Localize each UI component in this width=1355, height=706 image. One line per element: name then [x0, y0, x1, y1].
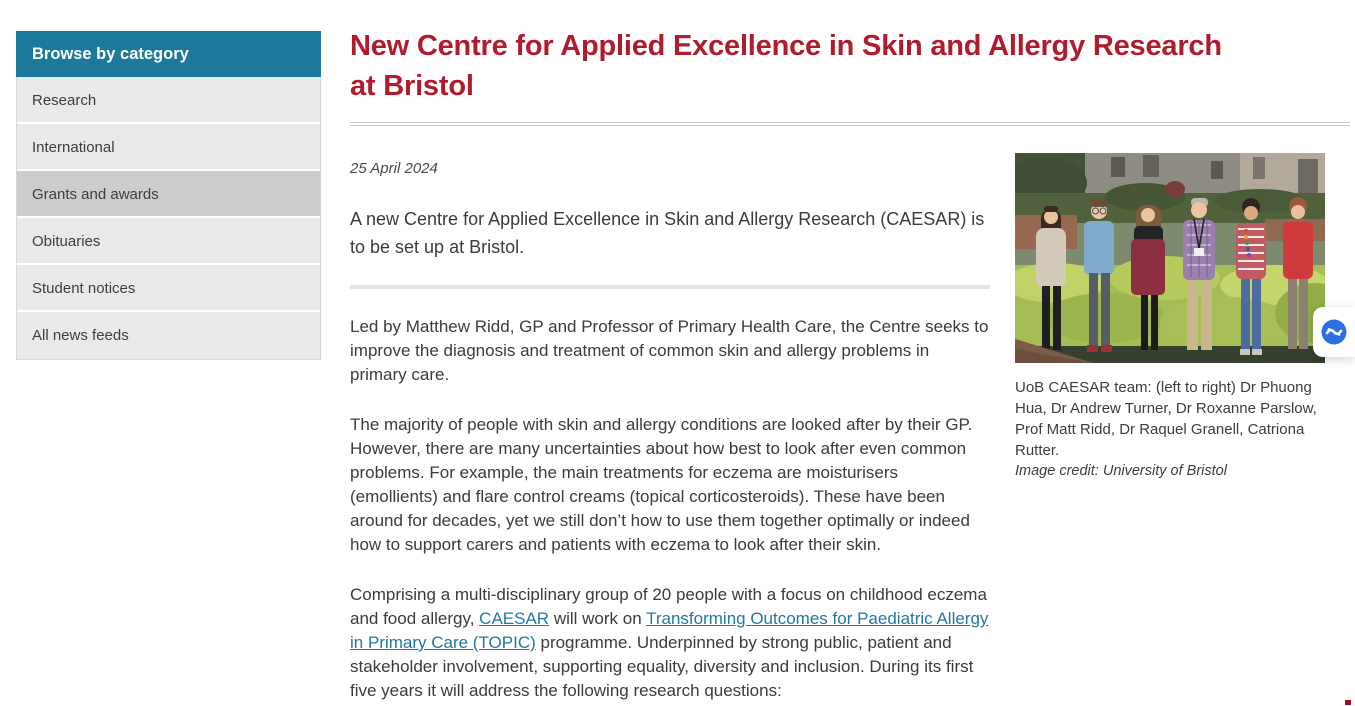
sidebar-item-international[interactable]: International: [17, 124, 320, 171]
paragraph-3-text: Comprising a multi-disciplinary group of 20 people with a focus on childhood eczema and food allergy,: [350, 585, 987, 628]
topic-programme-link[interactable]: Transforming Outcomes for Paediatric Allergy in Primary Care (TOPIC): [350, 609, 989, 652]
sidebar-item-student-notices[interactable]: Student notices: [17, 265, 320, 312]
sidebar-item-all-news-feeds[interactable]: All news feeds: [17, 312, 320, 359]
title-divider: [350, 122, 1350, 126]
paragraph-3: [350, 583, 990, 703]
article-date: 25 April 2024: [350, 160, 438, 177]
article-body: [350, 315, 990, 703]
lead-divider: [350, 285, 990, 289]
translate-extension-icon: [1320, 318, 1348, 346]
paragraph-3-text: will work on: [549, 609, 647, 628]
category-sidebar: [16, 31, 321, 360]
photo-caption: UoB CAESAR team: (left to right) Dr Phuong Hua, Dr Andrew Turner, Dr Roxanne Parslow, Prof Matt Ridd, Dr Raquel Granell, Catriona Rutter.: [1015, 379, 1317, 459]
sidebar-header: Browse by category: [16, 31, 321, 77]
photo-credit: Image credit: University of Bristol: [1015, 463, 1227, 479]
team-photo: [1015, 153, 1325, 363]
page-title: New Centre for Applied Excellence in Skin and Allergy Research at Bristol: [350, 30, 1222, 102]
paragraph-1: Led by Matthew Ridd, GP and Professor of Primary Health Care, the Centre seeks to improve the diagnosis and treatment of common skin and allergy problems in primary care.: [350, 317, 989, 384]
corner-red-mark: [1345, 700, 1351, 705]
sidebar-list: [16, 77, 321, 360]
translate-extension-button[interactable]: [1313, 307, 1355, 357]
article-figure: [1015, 153, 1325, 481]
paragraph-2: The majority of people with skin and allergy conditions are looked after by their GP. However, there are many uncertainties about how best to look after even common problems. For example, the main treatments for eczema are moisturisers (emollients) and flare control creams (topical corticosteroids). These have been around for decades, yet we still don’t how to use them together optimally or indeed how to support carers and patients with eczema to look after their skin.: [350, 415, 973, 554]
sidebar-item-obituaries[interactable]: Obituaries: [17, 218, 320, 265]
paragraph-3-text: programme. Underpinned by strong public, patient and stakeholder involvement, supporting equality, diversity and inclusion. During its first five years it will address the following research questions:: [350, 633, 974, 700]
sidebar-item-research[interactable]: Research: [17, 77, 320, 124]
sidebar-item-grants-and-awards[interactable]: Grants and awards: [17, 171, 320, 218]
article-lead: A new Centre for Applied Excellence in Skin and Allergy Research (CAESAR) is to be set up at Bristol.: [350, 209, 985, 257]
caesar-link[interactable]: CAESAR: [479, 609, 550, 628]
